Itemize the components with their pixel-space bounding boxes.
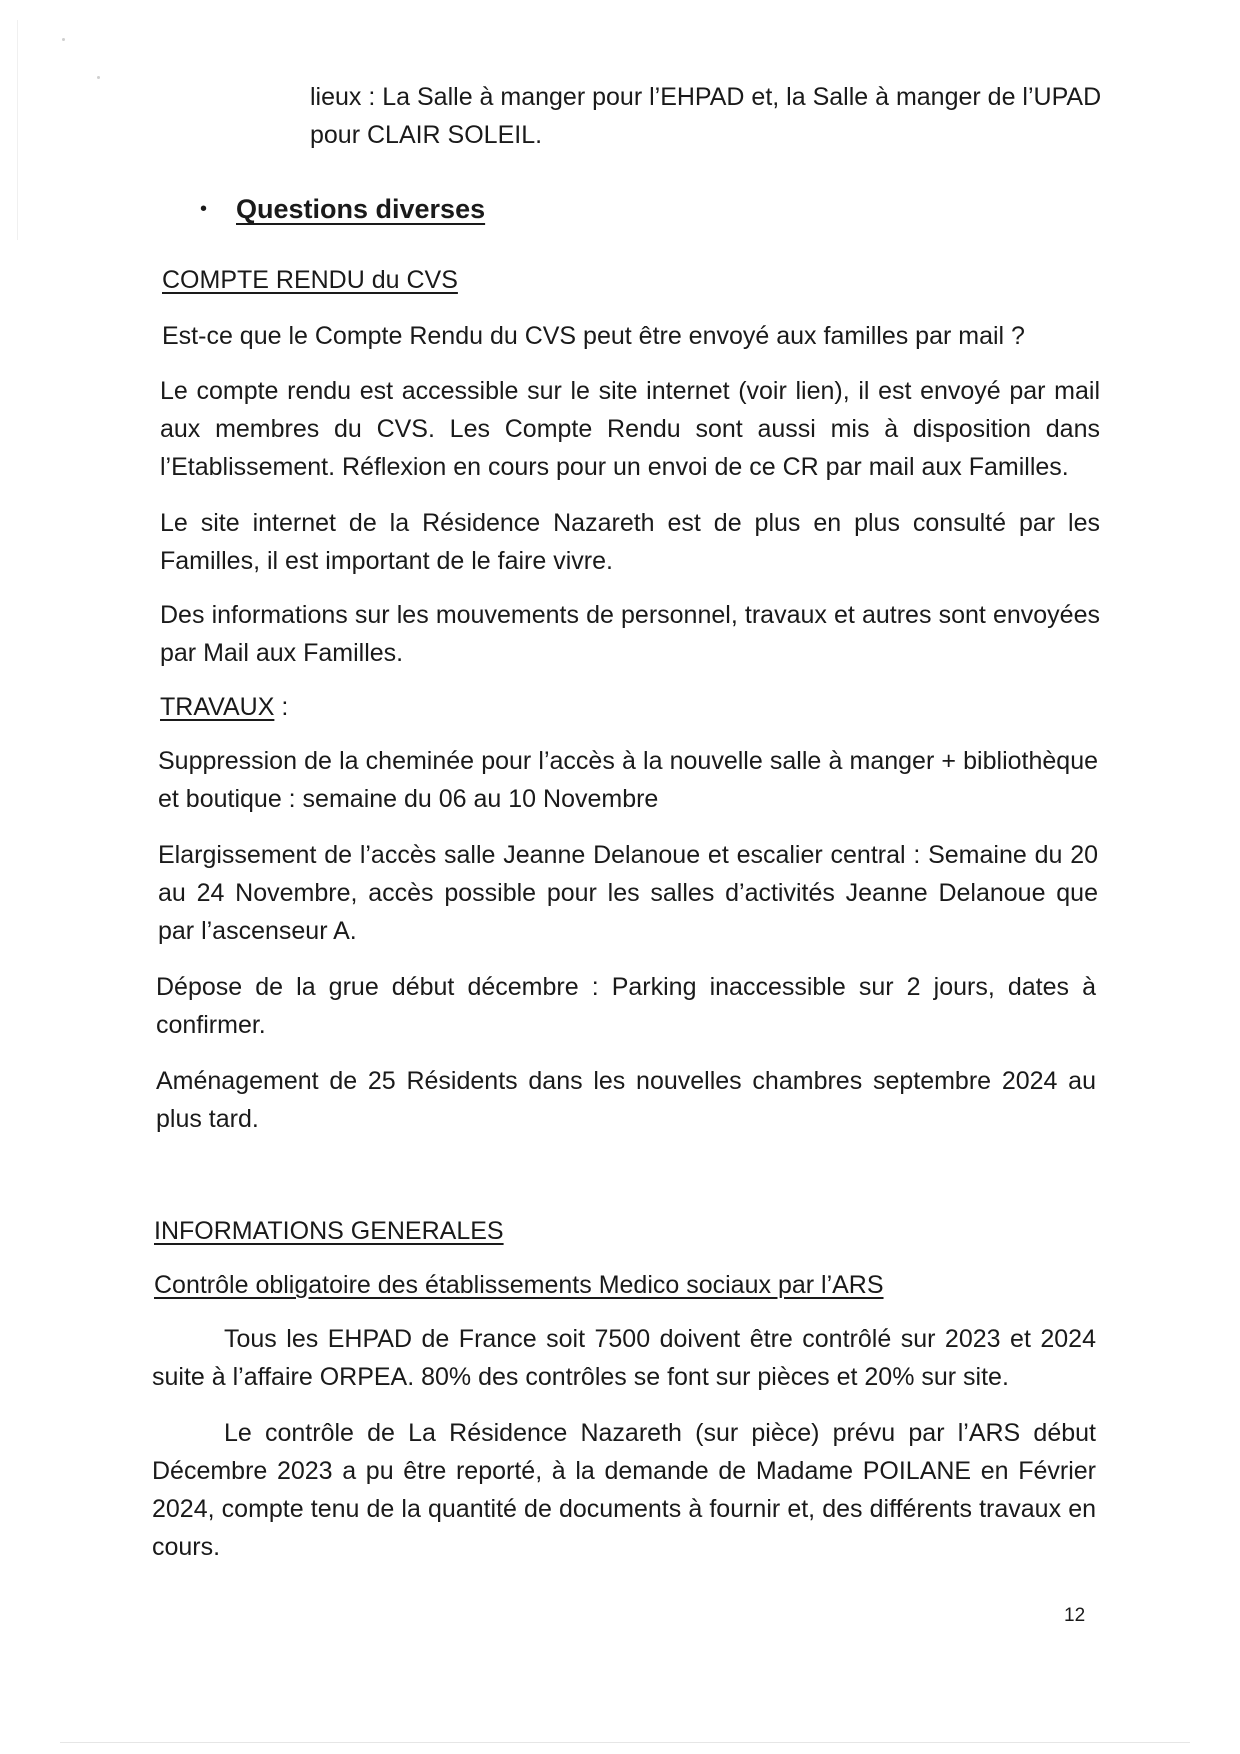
- infos-subheading: Contrôle obligatoire des établissements Medico sociaux par l’ARS: [154, 1271, 884, 1299]
- intro-paragraph: lieux : La Salle à manger pour l’EHPAD et, la Salle à manger de l’UPAD pour CLAIR SOLEIL.: [310, 83, 1102, 149]
- travaux-paragraph-2: Elargissement de l’accès salle Jeanne Delanoue et escalier central : Semaine du 20 au 24 Novembre, accès possible pour les salles d’activités Jeanne Delanoue que par l’ascenseur A.: [158, 841, 1098, 945]
- travaux-paragraph-1: Suppression de la cheminée pour l’accès à la nouvelle salle à manger + bibliothèque et boutique : semaine du 06 au 10 Novembre: [158, 747, 1098, 813]
- cvs-paragraph-3: Des informations sur les mouvements de personnel, travaux et autres sont envoyées par Mail aux Familles.: [160, 601, 1100, 667]
- section-bullet: •: [200, 198, 208, 220]
- travaux-heading-suffix: :: [274, 693, 289, 721]
- travaux-paragraph-3: Dépose de la grue début décembre : Parking inaccessible sur 2 jours, dates à confirmer.: [156, 973, 1096, 1039]
- travaux-paragraph-4: Aménagement de 25 Résidents dans les nouvelles chambres septembre 2024 au plus tard.: [156, 1067, 1096, 1133]
- scan-bottom-edge: [60, 1742, 1190, 1743]
- travaux-heading: TRAVAUX: [160, 693, 275, 721]
- scan-speck: [62, 38, 65, 41]
- infos-paragraph-1: Tous les EHPAD de France soit 7500 doivent être contrôlé sur 2023 et 2024 suite à l’affaire ORPEA. 80% des contrôles se font sur pièces et 20% sur site.: [152, 1325, 1096, 1391]
- scan-edge-line: [17, 20, 18, 240]
- infos-paragraph-2: Le contrôle de La Résidence Nazareth (sur pièce) prévu par l’ARS début Décembre 2023 a pu être reporté, à la demande de Madame POILANE en Février 2024, compte tenu de la quantité de documents à fournir et, des différents travaux en cours.: [152, 1419, 1096, 1561]
- scan-speck: [97, 76, 100, 79]
- cvs-paragraph-1: Le compte rendu est accessible sur le site internet (voir lien), il est envoyé par mail aux membres du CVS. Les Compte Rendu sont aussi mis à disposition dans l’Etablissement. Réflexion en cours pour un envoi de ce CR par mail aux Familles.: [160, 377, 1100, 481]
- cvs-heading: COMPTE RENDU du CVS: [162, 266, 458, 294]
- infos-heading: INFORMATIONS GENERALES: [154, 1217, 504, 1245]
- travaux-heading-line: [160, 688, 288, 726]
- section-title: Questions diverses: [236, 194, 486, 224]
- cvs-paragraph-2: Le site internet de la Résidence Nazareth est de plus en plus consulté par les Familles, il est important de le faire vivre.: [160, 509, 1100, 575]
- page-number: 12: [1064, 1605, 1086, 1626]
- cvs-question: Est-ce que le Compte Rendu du CVS peut être envoyé aux familles par mail ?: [162, 322, 1025, 350]
